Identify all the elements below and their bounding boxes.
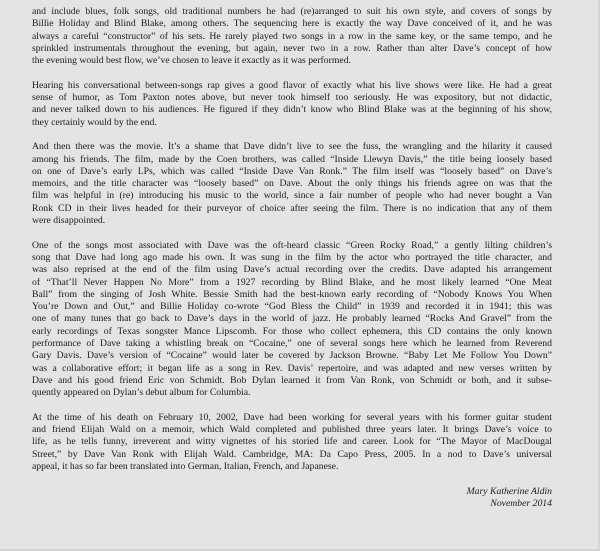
text-line: You’re Down and Out,” and Billie Holiday co-wrote “God Bless the Child” in 1939 and recorded it in 1941; this was: [32, 301, 552, 313]
paragraphs: [32, 6, 552, 473]
signature-author: Mary Katherine Aldin: [466, 485, 552, 497]
text-line: life, as he tells funny, irreverent and witty vignettes of his storied life and career. Look for “The Mayor of MacDougal: [32, 436, 552, 448]
text-line: Billie Holiday and Blind Blake, among others. The sequencing here is exactly the way Dave conceived of it, and he was: [32, 18, 552, 30]
text-line: At the time of his death on February 10, 2002, Dave had been working for several years with his former guitar student: [32, 411, 552, 423]
text-line: one of many tunes that go back to Dave’s days in the world of jazz. He probably learned “Rocks And Gravel” from the: [32, 313, 552, 325]
paragraph: [32, 6, 552, 67]
text-line: and friend Elijah Wald on a memoir, which Wald completed and published three years later. It brings Dave’s voice to: [32, 424, 552, 436]
text-line: of “That’ll Never Happen No More” from a 1927 recording by Blind Blake, and he most likely learned “One Meat: [32, 276, 552, 288]
text-line: Ronk CD in their lives headed for their purveyor of choice after seeing the film. There is no indication that any of them: [32, 202, 552, 214]
liner-notes-text: [32, 6, 552, 510]
text-line: always a careful “constructor” of his sets. He rarely played two songs in a row in the same key, or the same tempo, and he: [32, 30, 552, 42]
text-line: quently appeared on Dylan’s debut album for Columbia.: [32, 387, 251, 399]
paragraph: [32, 240, 552, 400]
text-line: and never talked down to his audiences. He figured if they didn’t know who Blind Blake was at the beginning of his show,: [32, 104, 552, 116]
text-line: sprinkled instrumentals throughout the evening, but again, never two in a row. Rather than alter Dave’s concept of how: [32, 42, 552, 54]
paragraph: [32, 141, 552, 227]
text-line: among his friends. The film, made by the Coen brothers, was called “Inside Llewyn Davis,” the title being loosely based: [32, 153, 552, 165]
paragraph: [32, 412, 552, 473]
text-line: Street,” by Dave Van Ronk with Elijah Wald. Cambridge, MA: Da Capo Press, 2005. In a nod to Dave’s universal: [32, 448, 552, 460]
text-line: early recordings of Texas songster Mance Lipscomb. For those who collect ephemera, this CD contains the only known: [32, 325, 552, 337]
text-line: they certainly would by the end.: [32, 116, 157, 128]
text-line: appeal, it has so far been translated into German, Italian, French, and Japanese.: [32, 460, 339, 472]
text-line: film was helpful in (re) introducing his music to the world, since a fair number of people who had never bought a Van: [32, 190, 552, 202]
signature: [32, 486, 552, 511]
signature-date: November 2014: [490, 497, 552, 509]
text-line: sense of humor, as Tom Paxton notes above, but never took himself too seriously. He was expository, but not didactic,: [32, 92, 552, 104]
text-line: on one of Dave’s early LPs, which was called “Inside Dave Van Ronk.” The film itself was “loosely based” on Dave’s: [32, 165, 552, 177]
text-line: and include blues, folk songs, old traditional numbers he had (re)arranged to suit his own style, and covers of songs by: [32, 6, 552, 17]
text-line: the evening would best flow, we’ve chosen to leave it exactly as it was performed.: [32, 55, 351, 67]
text-line: performance of Dave taking a whistling break on “Cocaine,” one of several songs here which he learned from Reverend: [32, 338, 552, 350]
text-line: And then there was the movie. It’s a shame that Dave didn’t live to see the fuss, the wrangling and the hilarity it caused: [32, 141, 552, 153]
text-line: was a collaborative effort; it began life as a song in Rev. Davis’ repertoire, and was adapted and new verses written by: [32, 362, 552, 374]
text-line: Ball” from the singing of Josh White. Bessie Smith had the best-known early recording of “Nobody Knows You When: [32, 288, 552, 300]
text-line: Gary Davis. Dave’s version of “Cocaine” would later be covered by Jackson Browne. “Baby Let Me Follow You Down”: [32, 350, 552, 362]
text-line: Dave and his good friend Eric von Schmidt. Bob Dylan learned it from Van Ronk, von Schmidt or both, and it subse-: [32, 374, 552, 386]
text-line: song that Dave had long ago made his own. It was sung in the film by the actor who portrayed the title character, and: [32, 251, 552, 263]
paragraph: [32, 80, 552, 129]
text-line: One of the songs most associated with Dave was the oft-heard classic “Green Rocky Road,” a gently lilting children’s: [32, 239, 552, 251]
text-line: were disappointed.: [32, 215, 106, 227]
text-line: Hearing his conversational between-songs rap gives a good flavor of exactly what his live shows were like. He had a great: [32, 79, 552, 91]
text-line: was also reprised at the end of the film using Dave’s actual recording over the credits. Dave adapted his arrangement: [32, 264, 552, 276]
text-line: memoirs, and the title character was “loosely based” on Dave. About the only things his friends agree on was that the: [32, 178, 552, 190]
